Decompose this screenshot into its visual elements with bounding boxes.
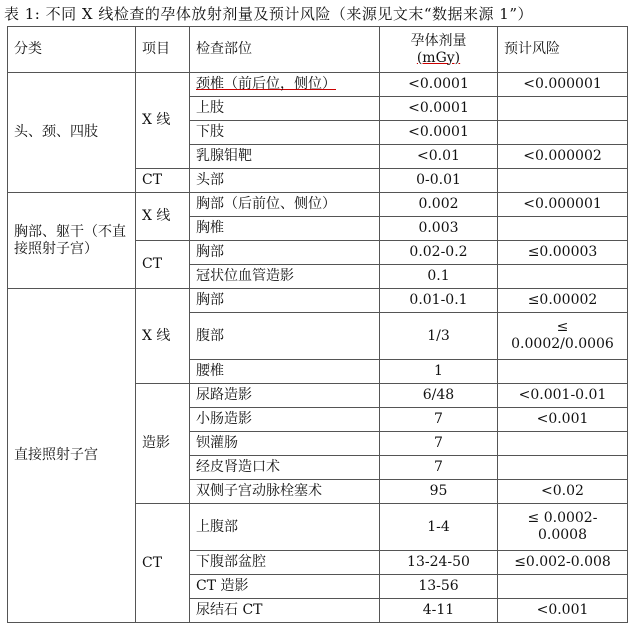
group-head-neck-limbs: 头、颈、四肢	[8, 73, 136, 193]
cell-risk: ≤ 0.0002-0.0008	[498, 504, 628, 551]
header-dose-label: 孕体剂量	[410, 32, 467, 49]
cell-risk	[498, 169, 628, 193]
cell-site: 上腹部	[190, 504, 380, 551]
cell-site: 小肠造影	[190, 408, 380, 432]
cell-risk	[498, 217, 628, 241]
cell-dose: 7	[380, 408, 498, 432]
cell-dose: 7	[380, 456, 498, 480]
site-text: 颈椎（前后位，侧位）	[196, 76, 336, 92]
cell-risk: <0.001	[498, 408, 628, 432]
cell-risk	[498, 575, 628, 599]
cell-site: 胸椎	[190, 217, 380, 241]
cell-dose: 0.1	[380, 265, 498, 289]
cell-risk: <0.000001	[498, 73, 628, 97]
cell-risk: <0.001-0.01	[498, 384, 628, 408]
cell-site: 下腹部盆腔	[190, 551, 380, 575]
cell-site: 乳腺钼靶	[190, 145, 380, 169]
dose-risk-table	[7, 26, 628, 623]
header-item: 项目	[136, 27, 190, 73]
cell-risk: ≤ 0.0002/0.0006	[498, 313, 628, 360]
cell-risk	[498, 456, 628, 480]
cell-risk	[498, 265, 628, 289]
cell-risk: ≤0.002-0.008	[498, 551, 628, 575]
header-category: 分类	[8, 27, 136, 73]
cell-dose: 0.003	[380, 217, 498, 241]
cell-risk: ≤0.00002	[498, 289, 628, 313]
cell-dose: 7	[380, 432, 498, 456]
cell-dose: <0.0001	[380, 121, 498, 145]
cell-dose: 6/48	[380, 384, 498, 408]
cell-site: 腹部	[190, 313, 380, 360]
table-row	[8, 193, 628, 217]
cell-dose: <0.0001	[380, 73, 498, 97]
cell-site: 胸部（后前位、侧位）	[190, 193, 380, 217]
cell-risk: <0.000002	[498, 145, 628, 169]
cell-site: 上肢	[190, 97, 380, 121]
cell-dose: <0.0001	[380, 97, 498, 121]
cell-dose: 0.02-0.2	[380, 241, 498, 265]
cell-site: 头部	[190, 169, 380, 193]
cell-site: 钡灌肠	[190, 432, 380, 456]
item-contrast: 造影	[136, 384, 190, 504]
cell-dose: 13-24-50	[380, 551, 498, 575]
header-dose	[380, 27, 498, 73]
cell-risk: <0.000001	[498, 193, 628, 217]
cell-site: CT 造影	[190, 575, 380, 599]
cell-dose: 1/3	[380, 313, 498, 360]
cell-site: 双侧子宫动脉栓塞术	[190, 480, 380, 504]
cell-dose: 0-0.01	[380, 169, 498, 193]
item-ct: CT	[136, 241, 190, 289]
table-caption: 表 1: 不同 X 线检查的孕体放射剂量及预计风险（来源见文末“数据来源 1”）	[4, 5, 533, 23]
cell-site: 腰椎	[190, 360, 380, 384]
header-dose-unit: (mGy)	[416, 49, 461, 66]
cell-site: 胸部	[190, 241, 380, 265]
item-ct: CT	[136, 169, 190, 193]
cell-site: 下肢	[190, 121, 380, 145]
cell-site	[190, 73, 380, 97]
table-row	[8, 73, 628, 97]
item-xray: X 线	[136, 73, 190, 169]
cell-risk	[498, 360, 628, 384]
cell-site: 尿路造影	[190, 384, 380, 408]
item-xray: X 线	[136, 193, 190, 241]
group-chest-trunk: 胸部、躯干（不直接照射子宫）	[8, 193, 136, 289]
cell-risk: ≤0.00003	[498, 241, 628, 265]
cell-risk: <0.02	[498, 480, 628, 504]
cell-site: 胸部	[190, 289, 380, 313]
cell-site: 经皮肾造口术	[190, 456, 380, 480]
cell-site: 冠状位血管造影	[190, 265, 380, 289]
cell-dose: 0.01-0.1	[380, 289, 498, 313]
cell-dose: 95	[380, 480, 498, 504]
cell-risk	[498, 432, 628, 456]
cell-dose: 13-56	[380, 575, 498, 599]
cell-dose: <0.01	[380, 145, 498, 169]
cell-risk	[498, 97, 628, 121]
cell-risk: <0.001	[498, 599, 628, 623]
header-risk: 预计风险	[498, 27, 628, 73]
cell-dose: 1-4	[380, 504, 498, 551]
cell-risk	[498, 121, 628, 145]
table-row	[8, 289, 628, 313]
cell-dose: 4-11	[380, 599, 498, 623]
cell-dose: 1	[380, 360, 498, 384]
header-site: 检查部位	[190, 27, 380, 73]
cell-dose: 0.002	[380, 193, 498, 217]
table-header-row	[8, 27, 628, 73]
group-direct-uterus: 直接照射子宫	[8, 289, 136, 623]
item-xray: X 线	[136, 289, 190, 384]
item-ct: CT	[136, 504, 190, 623]
cell-site: 尿结石 CT	[190, 599, 380, 623]
